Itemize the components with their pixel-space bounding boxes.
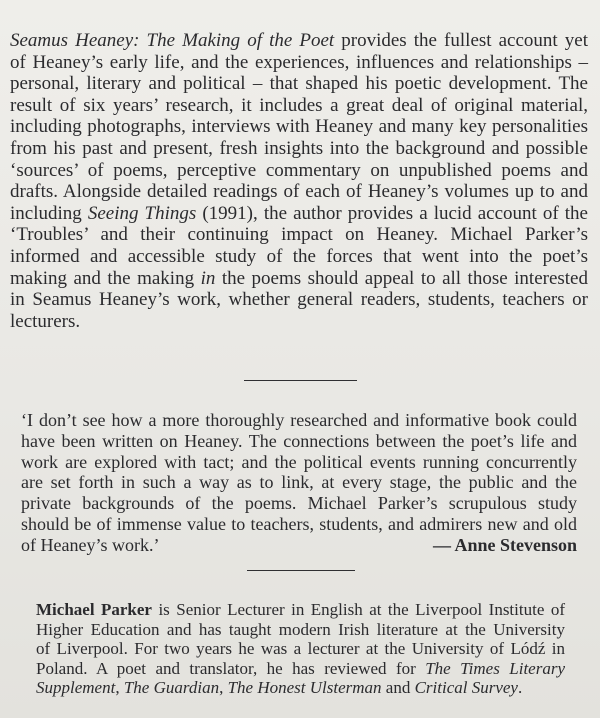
bio-line: Poland. A poet and translator, he has reviewed for The Times Literary [36,658,565,678]
bio-line: Higher Education and has taught modern Irish literature at the University [36,619,565,639]
author-name: Michael Parker [36,600,152,619]
description-line: of Heaney’s early life, and the experiences, influences and relationships – [10,51,588,73]
quote-line: are set forth in such a way as to link, at every stage, the public and the [21,472,577,493]
emphasis: in [200,267,216,289]
quote-closing-line: of Heaney’s work.’ — Anne Stevenson [21,534,577,555]
description-line: ‘sources’ of poems, perceptive commentary on unpublished poems and [10,159,588,181]
description-line: in Seamus Heaney’s work, whether general readers, students, teachers or [10,289,588,311]
cited-title: Seeing Things [87,202,197,224]
description-line: including Seeing Things (1991), the author provides a lucid account of the [10,202,588,224]
description-line: result of six years’ research, it includes a great deal of original material, [10,94,588,116]
bio-line: Supplement, The Guardian, The Honest Ulsterman and Critical Survey. [36,678,523,697]
description-line: ‘Troubles’ and their continuing impact on Heaney. Michael Parker’s [10,224,588,246]
quote-line: private backgrounds of the poems. Michael Parker’s scrupulous study [21,493,577,514]
book-description [10,30,588,332]
divider-rule [244,380,357,381]
description-line: from his past and present, fresh insights into the background and possible [10,137,588,159]
description-line: informed and accessible study of the forces that went into the poet’s [10,245,588,267]
bio-line: of Liverpool. For two years he was a lecturer at the University of Lódź in [36,639,565,658]
review-quote [21,410,577,556]
quote-line: have been written on Heaney. The connections between the poet’s life and [21,430,577,451]
description-line: personal, literary and political – that shaped his poetic development. The [10,73,588,95]
book-title: Seamus Heaney: The Making of the Poet [10,30,335,51]
description-line: lecturers. [10,310,81,332]
description-line: including photographs, interviews with Heaney and many key personalities [10,116,588,138]
quote-line: should be of immense value to teachers, students, and admirers new and old [21,513,577,534]
quote-attribution: — Anne Stevenson [432,534,577,555]
description-line: making and the making in the poems should appeal to all those interested [10,267,588,289]
description-line: drafts. Alongside detailed readings of each of Heaney’s volumes up to and [10,181,588,203]
quote-line: ‘I don’t see how a more thoroughly researched and informative book could [21,410,577,430]
description-line: Seamus Heaney: The Making of the Poet provides the fullest account yet [10,30,588,51]
quote-line: work are explored with tact; and the political events running concurrently [21,451,577,472]
bio-line: Michael Parker is Senior Lecturer in English at the Liverpool Institute of [36,600,565,619]
divider-rule [247,570,355,571]
author-bio [36,600,565,698]
